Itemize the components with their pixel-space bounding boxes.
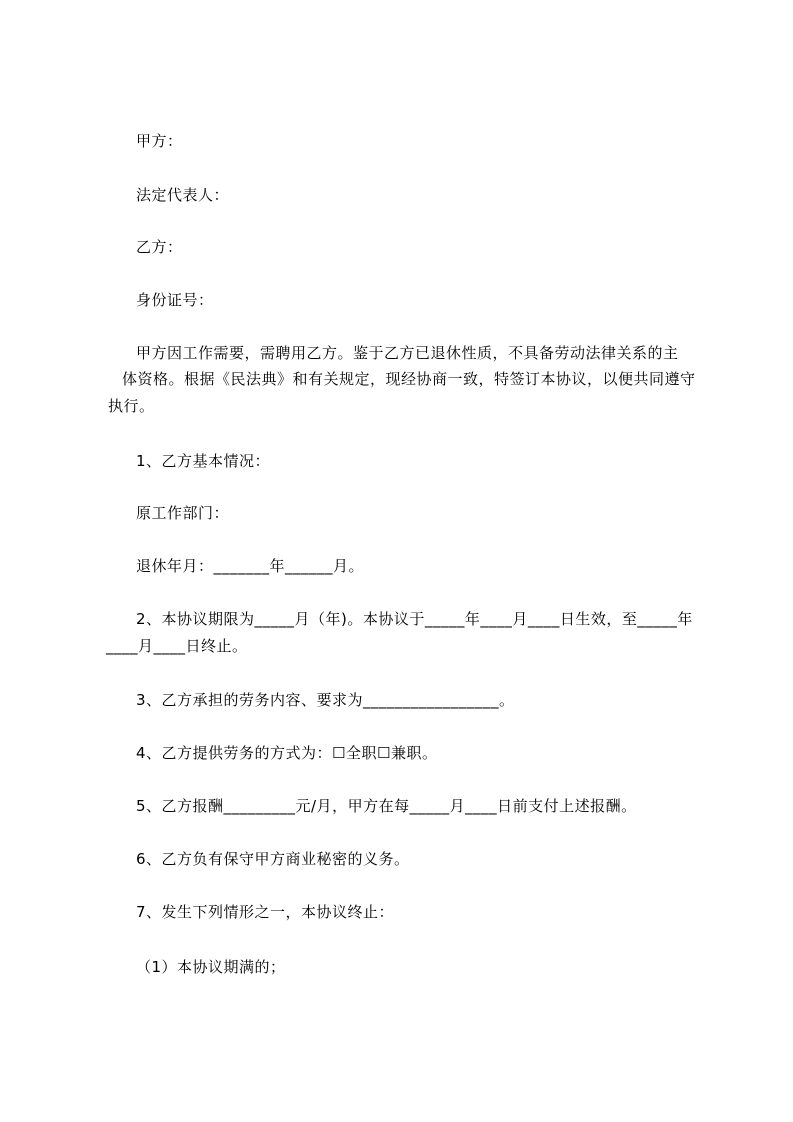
party-a-label: 甲方： [136,132,183,150]
clause-7-heading: 7、发生下列情形之一，本协议终止： [136,903,395,921]
clause-3: 3、乙方承担的劳务内容、要求为_________________。 [136,691,515,709]
retirement-date-field: 退休年月：_______年______月。 [136,557,365,575]
legal-representative-label: 法定代表人： [136,186,230,204]
clause-7-item-1: （1）本协议期满的； [136,958,286,976]
original-department-field: 原工作部门： [136,504,230,522]
clause-2-line-1: 2、本协议期限为_____月（年)。本协议于_____年____月____日生效，至_____年 [136,610,693,628]
clause-2-line-2: ____月____日终止。 [106,637,248,655]
preamble-line-1: 甲方因工作需要，需聘用乙方。鉴于乙方已退休性质，不具备劳动法律关系的主 [136,344,679,362]
clause-4: 4、乙方提供劳务的方式为：☐全职☐兼职。 [136,744,438,762]
clause-6: 6、乙方负有保守甲方商业秘密的义务。 [136,850,410,868]
preamble-line-3: 执行。 [108,397,155,415]
id-number-label: 身份证号： [136,291,214,309]
party-b-label: 乙方： [136,238,183,256]
clause-5: 5、乙方报酬_________元/月，甲方在每_____月____日前支付上述报酬。 [136,797,637,815]
clause-1-heading: 1、乙方基本情况： [136,452,271,470]
preamble-line-2: 体资格。根据《民法典》和有关规定，现经协商一致，特签订本协议，以便共同遵守 [122,370,696,388]
